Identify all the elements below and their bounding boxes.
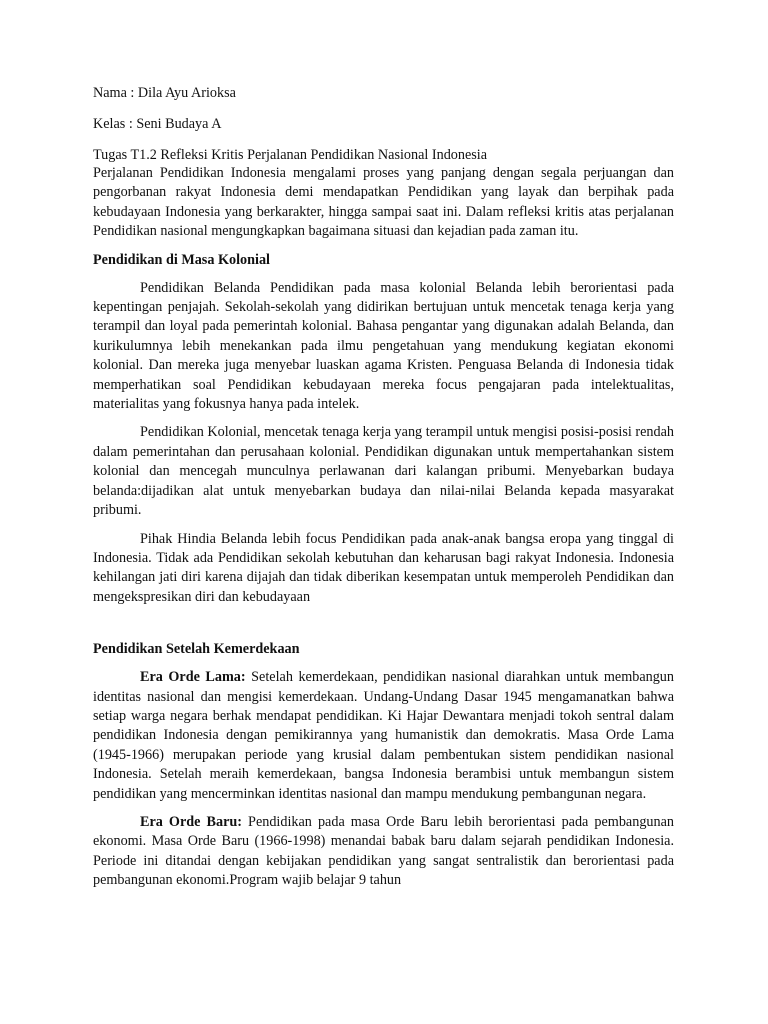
- colonial-paragraph-1: Pendidikan Belanda Pendidikan pada masa kolonial Belanda lebih berorientasi pada kepentingan penjajah. Sekolah-sekolah yang didirikan bertujuan untuk mencetak tenaga kerja yang terampil dan loyal pada pemerintah kolonial. Bahasa pengantar yang digunakan adalah Belanda, dan kurikulumnya lebih menekankan pada ilmu pengetahuan yang mendukung kegiatan ekonomi kolonial. Dan mereka juga menyebar luaskan agama Kristen. Penguasa Belanda di Indonesia tidak memperhatikan soal Pendidikan kebudayaan mereka focus pengajaran pada intelektualitas, materialitas yang fokusnya hanya pada intelek.: [93, 279, 674, 413]
- orde-lama-label: Era Orde Lama:: [140, 669, 246, 686]
- colonial-paragraph-2: Pendidikan Kolonial, mencetak tenaga kerja yang terampil untuk mengisi posisi-posisi rendah dalam pemerintahan dan perusahaan kolonial. Pendidikan digunakan untuk mempertahankan sistem kolonial dan mencegah munculnya perlawanan dari kalangan pribumi. Menyebarkan budaya belanda:dijadikan alat untuk menyebarkan budaya dan nilai-nilai Belanda kepada masyarakat pribumi.: [93, 424, 674, 519]
- section-independence: [93, 640, 674, 890]
- orde-baru-label: Era Orde Baru:: [140, 813, 242, 830]
- section-colonial: [93, 251, 674, 608]
- orde-baru-paragraph: [93, 813, 674, 891]
- identity-header: [93, 84, 674, 164]
- section-heading-colonial: Pendidikan di Masa Kolonial: [93, 251, 270, 268]
- class-line: Kelas : Seni Budaya A: [93, 116, 222, 132]
- orde-baru-text: Pendidikan pada masa Orde Baru lebih berorientasi pada pembangunan ekonomi. Masa Orde Baru (1966-1998) menandai babak baru dalam sejarah pendidikan Indonesia. Periode ini ditandai dengan kebijakan pendidikan yang sangat sentralistik dan berorientasi pada pembangunan ekonomi.Program wajib belajar 9 tahun: [93, 813, 674, 889]
- orde-lama-paragraph: [93, 668, 674, 804]
- orde-lama-text: Setelah kemerdekaan, pendidikan nasional diarahkan untuk membangun identitas nasional dan mengisi kemerdekaan. Undang-Undang Dasar 1945 mengamanatkan bahwa setiap warga negara berhak mendapat pendidikan. Ki Hajar Dewantara menjadi tokoh sentral dalam pendidikan Indonesia dengan pemikirannya yang humanistik dan demokratis. Masa Orde Lama (1945-1966) merupakan periode yang krusial dalam pembentukan sistem pendidikan nasional Indonesia. Setelah meraih kemerdekaan, bangsa Indonesia berambisi untuk membangun sistem pendidikan yang mencerminkan identitas nasional dan mampu mendukung pembangunan negara.: [93, 669, 674, 802]
- section-heading-independence: Pendidikan Setelah Kemerdekaan: [93, 641, 300, 658]
- intro-paragraph: Perjalanan Pendidikan Indonesia mengalami proses yang panjang dengan segala perjuangan dan pengorbanan rakyat Indonesia demi mendapatkan Pendidikan yang layak dan berpihak pada kebudayaan Indonesia yang berkarakter, hingga sampai saat ini. Dalam refleksi kritis atas perjalanan Pendidikan nasional mengungkapkan bagaimana situasi dan kejadian pada zaman itu.: [93, 165, 674, 240]
- colonial-paragraph-3: Pihak Hindia Belanda lebih focus Pendidikan pada anak-anak bangsa eropa yang tinggal di Indonesia. Tidak ada Pendidikan sekolah kebutuhan dan keharusan bagi rakyat Indonesia. Indonesia kehilangan jati diri karena dijajah dan tidak diberikan kesempatan untuk memperoleh Pendidikan dan mengekspresikan diri dan kebudayaan: [93, 530, 674, 605]
- name-line: Nama : Dila Ayu Arioksa: [93, 85, 236, 101]
- assignment-title: Tugas T1.2 Refleksi Kritis Perjalanan Pendidikan Nasional Indonesia: [93, 147, 488, 163]
